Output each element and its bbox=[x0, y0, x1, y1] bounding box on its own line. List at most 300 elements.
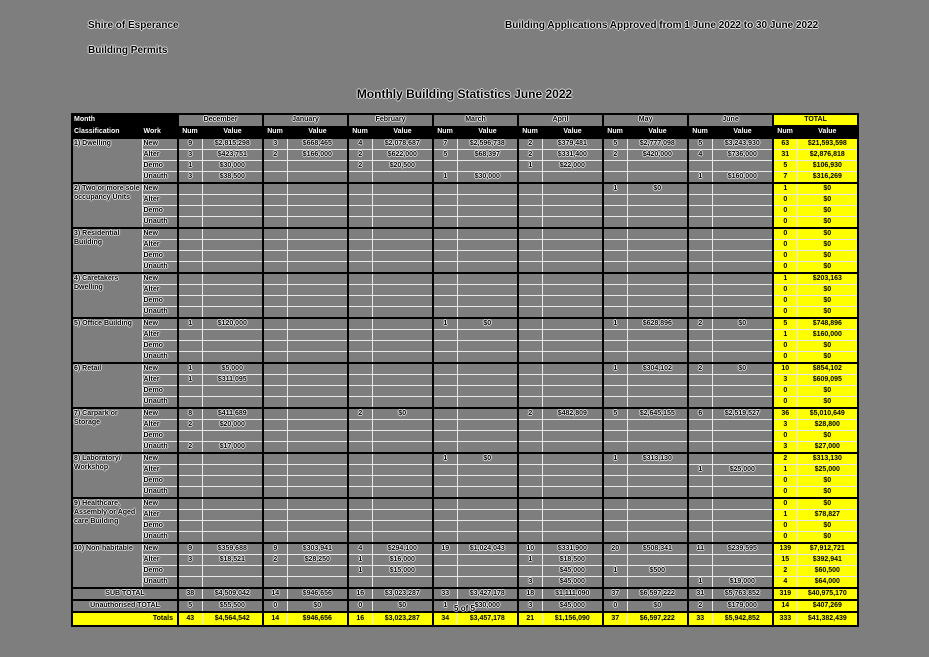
work-type-label: New bbox=[142, 138, 178, 150]
value-cell: $3,427,178 bbox=[457, 588, 518, 600]
value-cell bbox=[627, 161, 688, 172]
num-cell bbox=[178, 352, 202, 364]
value-cell: $609,095 bbox=[797, 375, 858, 386]
value-cell bbox=[287, 532, 348, 544]
value-cell bbox=[202, 453, 263, 465]
value-cell: $64,000 bbox=[797, 577, 858, 589]
num-cell bbox=[603, 217, 627, 229]
classification-block bbox=[72, 273, 858, 318]
approved-date-range: Building Applications Approved from 1 June 2022 to 30 June 2022 bbox=[505, 20, 819, 31]
num-cell bbox=[348, 498, 372, 510]
value-cell: $0 bbox=[797, 341, 858, 352]
value-cell bbox=[542, 195, 603, 206]
work-type-label: New bbox=[142, 228, 178, 240]
table-row bbox=[72, 577, 858, 589]
num-cell bbox=[518, 420, 542, 431]
value-cell bbox=[202, 307, 263, 319]
value-cell bbox=[372, 521, 433, 532]
table-row bbox=[72, 476, 858, 487]
num-cell bbox=[178, 431, 202, 442]
num-cell bbox=[263, 431, 287, 442]
value-cell: $30,000 bbox=[457, 600, 518, 612]
value-cell: $19,000 bbox=[712, 577, 773, 589]
value-cell bbox=[457, 408, 518, 420]
value-cell: $2,078,687 bbox=[372, 138, 433, 150]
value-cell bbox=[457, 251, 518, 262]
work-type-label: Unauth bbox=[142, 487, 178, 499]
num-cell bbox=[178, 285, 202, 296]
num-cell: 2 bbox=[773, 453, 797, 465]
num-cell bbox=[263, 341, 287, 352]
num-cell bbox=[688, 296, 712, 307]
num-cell bbox=[178, 465, 202, 476]
num-cell bbox=[433, 577, 457, 589]
num-cell bbox=[603, 420, 627, 431]
num-cell: 0 bbox=[773, 476, 797, 487]
value-cell bbox=[712, 251, 773, 262]
value-cell: $28,250 bbox=[287, 555, 348, 566]
num-cell bbox=[433, 195, 457, 206]
num-cell bbox=[348, 318, 372, 330]
num-cell bbox=[348, 453, 372, 465]
table-row bbox=[72, 273, 858, 285]
work-type-label: Unauth bbox=[142, 262, 178, 274]
num-cell bbox=[688, 498, 712, 510]
num-header: Num bbox=[263, 126, 287, 138]
num-cell bbox=[433, 532, 457, 544]
value-cell bbox=[712, 296, 773, 307]
value-cell bbox=[457, 521, 518, 532]
table-row bbox=[72, 465, 858, 476]
num-cell bbox=[688, 273, 712, 285]
num-cell: 21 bbox=[518, 612, 542, 626]
value-cell bbox=[712, 566, 773, 577]
value-cell bbox=[202, 330, 263, 341]
value-cell bbox=[627, 341, 688, 352]
num-cell bbox=[178, 476, 202, 487]
num-cell bbox=[348, 363, 372, 375]
num-cell: 9 bbox=[263, 543, 287, 555]
value-cell: $1,111,090 bbox=[542, 588, 603, 600]
value-cell: $106,930 bbox=[797, 161, 858, 172]
value-cell bbox=[287, 453, 348, 465]
value-cell: $27,000 bbox=[797, 442, 858, 454]
month-header: February bbox=[348, 114, 433, 126]
num-cell: 2 bbox=[263, 150, 287, 161]
value-cell: $0 bbox=[712, 363, 773, 375]
num-cell bbox=[348, 420, 372, 431]
value-cell bbox=[712, 476, 773, 487]
value-cell: $0 bbox=[797, 386, 858, 397]
value-cell: $18,521 bbox=[202, 555, 263, 566]
value-cell bbox=[542, 206, 603, 217]
num-header: Num bbox=[348, 126, 372, 138]
value-cell: $0 bbox=[797, 296, 858, 307]
num-cell bbox=[263, 487, 287, 499]
value-cell bbox=[542, 363, 603, 375]
num-cell bbox=[518, 375, 542, 386]
num-cell bbox=[433, 397, 457, 409]
num-cell bbox=[178, 577, 202, 589]
num-cell bbox=[518, 206, 542, 217]
value-cell bbox=[202, 285, 263, 296]
value-cell bbox=[287, 273, 348, 285]
value-cell: $0 bbox=[797, 228, 858, 240]
num-cell bbox=[348, 386, 372, 397]
num-cell bbox=[688, 442, 712, 454]
num-cell bbox=[518, 476, 542, 487]
table-row bbox=[72, 138, 858, 150]
num-cell: 7 bbox=[773, 172, 797, 184]
value-cell bbox=[542, 431, 603, 442]
num-cell bbox=[603, 206, 627, 217]
value-cell: $179,000 bbox=[712, 600, 773, 612]
value-cell bbox=[457, 420, 518, 431]
value-cell bbox=[542, 375, 603, 386]
table-row bbox=[72, 521, 858, 532]
value-cell: $120,000 bbox=[202, 318, 263, 330]
num-cell bbox=[263, 172, 287, 184]
num-cell: 3 bbox=[178, 555, 202, 566]
value-cell bbox=[712, 330, 773, 341]
num-cell bbox=[348, 487, 372, 499]
value-cell: $392,941 bbox=[797, 555, 858, 566]
num-cell: 2 bbox=[688, 318, 712, 330]
value-cell bbox=[542, 487, 603, 499]
work-type-label: New bbox=[142, 453, 178, 465]
num-cell: 19 bbox=[433, 543, 457, 555]
table-row bbox=[72, 352, 858, 364]
num-cell: 0 bbox=[773, 206, 797, 217]
work-type-label: Alter bbox=[142, 330, 178, 341]
num-cell bbox=[263, 363, 287, 375]
value-cell bbox=[457, 386, 518, 397]
num-cell bbox=[263, 397, 287, 409]
work-type-label: Unauth bbox=[142, 307, 178, 319]
value-cell bbox=[372, 465, 433, 476]
num-cell: 0 bbox=[773, 285, 797, 296]
value-cell bbox=[627, 521, 688, 532]
num-cell: 37 bbox=[603, 612, 627, 626]
num-cell bbox=[433, 217, 457, 229]
value-cell: $203,163 bbox=[797, 273, 858, 285]
value-cell bbox=[287, 476, 348, 487]
value-cell bbox=[202, 487, 263, 499]
value-cell: $748,896 bbox=[797, 318, 858, 330]
classification-label: 7) Carpark or Storage bbox=[72, 408, 142, 453]
num-cell bbox=[688, 487, 712, 499]
table-row bbox=[72, 543, 858, 555]
work-type-label: Demo bbox=[142, 296, 178, 307]
value-cell: $1,024,043 bbox=[457, 543, 518, 555]
num-cell bbox=[433, 375, 457, 386]
value-cell: $40,975,170 bbox=[797, 588, 858, 600]
work-type-label: New bbox=[142, 408, 178, 420]
num-cell: 2 bbox=[178, 420, 202, 431]
work-type-label: Alter bbox=[142, 150, 178, 161]
num-cell bbox=[688, 307, 712, 319]
value-cell bbox=[712, 352, 773, 364]
num-cell bbox=[178, 453, 202, 465]
work-type-label: New bbox=[142, 543, 178, 555]
num-cell bbox=[433, 183, 457, 195]
num-cell: 63 bbox=[773, 138, 797, 150]
value-cell: $0 bbox=[287, 600, 348, 612]
month-header: January bbox=[263, 114, 348, 126]
num-cell bbox=[518, 453, 542, 465]
value-cell: $0 bbox=[627, 600, 688, 612]
num-cell bbox=[518, 307, 542, 319]
value-cell: $17,000 bbox=[202, 442, 263, 454]
value-cell bbox=[287, 296, 348, 307]
num-cell: 1 bbox=[773, 465, 797, 476]
num-cell bbox=[688, 532, 712, 544]
num-cell bbox=[433, 251, 457, 262]
num-cell bbox=[518, 251, 542, 262]
table-row bbox=[72, 161, 858, 172]
num-cell bbox=[433, 273, 457, 285]
value-cell bbox=[712, 487, 773, 499]
num-cell: 10 bbox=[518, 543, 542, 555]
num-cell bbox=[178, 217, 202, 229]
value-cell bbox=[542, 476, 603, 487]
value-cell: $313,130 bbox=[627, 453, 688, 465]
value-cell bbox=[372, 262, 433, 274]
num-cell: 11 bbox=[688, 543, 712, 555]
value-cell bbox=[372, 476, 433, 487]
table-row bbox=[72, 330, 858, 341]
num-cell: 1 bbox=[178, 375, 202, 386]
num-cell bbox=[348, 465, 372, 476]
work-type-label: New bbox=[142, 183, 178, 195]
value-cell: $30,000 bbox=[202, 161, 263, 172]
value-cell bbox=[287, 172, 348, 184]
num-cell: 3 bbox=[518, 600, 542, 612]
num-cell: 1 bbox=[688, 465, 712, 476]
num-cell bbox=[688, 341, 712, 352]
work-type-label: Alter bbox=[142, 375, 178, 386]
num-cell bbox=[518, 498, 542, 510]
num-cell: 319 bbox=[773, 588, 797, 600]
num-cell bbox=[348, 206, 372, 217]
num-cell bbox=[433, 307, 457, 319]
classification-label: 10) Non-habitable bbox=[72, 543, 142, 588]
num-cell bbox=[348, 217, 372, 229]
value-cell bbox=[627, 420, 688, 431]
value-cell: $622,000 bbox=[372, 150, 433, 161]
value-cell bbox=[712, 510, 773, 521]
num-cell bbox=[603, 521, 627, 532]
value-cell: $18,500 bbox=[542, 555, 603, 566]
table-row bbox=[72, 318, 858, 330]
value-cell: $294,100 bbox=[372, 543, 433, 555]
num-cell bbox=[518, 386, 542, 397]
value-cell bbox=[287, 521, 348, 532]
value-cell bbox=[627, 352, 688, 364]
value-cell bbox=[712, 307, 773, 319]
classification-label: 6) Retail bbox=[72, 363, 142, 408]
value-cell: $41,382,439 bbox=[797, 612, 858, 626]
num-cell bbox=[178, 251, 202, 262]
num-cell: 1 bbox=[603, 318, 627, 330]
value-cell bbox=[457, 206, 518, 217]
value-cell bbox=[627, 397, 688, 409]
value-cell: $60,500 bbox=[797, 566, 858, 577]
value-cell bbox=[712, 161, 773, 172]
num-header: Num bbox=[433, 126, 457, 138]
table-row bbox=[72, 228, 858, 240]
subtotal-row bbox=[72, 588, 858, 600]
work-type-label: Demo bbox=[142, 431, 178, 442]
value-cell bbox=[627, 532, 688, 544]
value-cell bbox=[372, 363, 433, 375]
value-cell: $0 bbox=[627, 183, 688, 195]
num-cell bbox=[263, 228, 287, 240]
table-row bbox=[72, 453, 858, 465]
value-cell bbox=[457, 555, 518, 566]
value-cell bbox=[457, 476, 518, 487]
classification-header: Classification bbox=[72, 126, 142, 138]
classification-block bbox=[72, 183, 858, 228]
num-cell: 0 bbox=[773, 352, 797, 364]
num-cell: 5 bbox=[433, 150, 457, 161]
num-cell bbox=[688, 352, 712, 364]
num-cell: 0 bbox=[773, 521, 797, 532]
classification-block bbox=[72, 318, 858, 363]
num-cell bbox=[178, 510, 202, 521]
num-cell bbox=[263, 285, 287, 296]
work-type-label: Unauth bbox=[142, 397, 178, 409]
value-cell bbox=[627, 498, 688, 510]
value-cell bbox=[372, 251, 433, 262]
num-cell bbox=[518, 352, 542, 364]
num-cell bbox=[433, 352, 457, 364]
value-cell bbox=[542, 521, 603, 532]
value-cell: $0 bbox=[797, 240, 858, 251]
value-cell bbox=[202, 195, 263, 206]
value-header: Value bbox=[627, 126, 688, 138]
value-cell bbox=[712, 521, 773, 532]
num-cell bbox=[688, 521, 712, 532]
num-cell bbox=[178, 386, 202, 397]
value-cell bbox=[287, 352, 348, 364]
num-cell: 1 bbox=[773, 510, 797, 521]
num-cell: 1 bbox=[773, 273, 797, 285]
num-cell: 2 bbox=[688, 363, 712, 375]
num-cell bbox=[603, 555, 627, 566]
num-cell bbox=[688, 195, 712, 206]
value-cell bbox=[287, 183, 348, 195]
value-cell bbox=[542, 251, 603, 262]
num-cell: 2 bbox=[603, 150, 627, 161]
classification-block bbox=[72, 363, 858, 408]
value-cell bbox=[542, 420, 603, 431]
num-cell bbox=[603, 262, 627, 274]
num-cell bbox=[433, 408, 457, 420]
num-cell bbox=[603, 341, 627, 352]
value-cell bbox=[627, 510, 688, 521]
num-cell: 2 bbox=[263, 555, 287, 566]
value-cell bbox=[202, 476, 263, 487]
num-cell bbox=[433, 240, 457, 251]
value-cell: $668,465 bbox=[287, 138, 348, 150]
num-cell: 0 bbox=[773, 307, 797, 319]
classification-block bbox=[72, 408, 858, 453]
table-row bbox=[72, 532, 858, 544]
value-cell bbox=[712, 498, 773, 510]
value-cell bbox=[542, 183, 603, 195]
value-cell bbox=[457, 273, 518, 285]
value-cell: $946,656 bbox=[287, 612, 348, 626]
num-cell bbox=[518, 431, 542, 442]
value-cell bbox=[202, 251, 263, 262]
value-cell bbox=[542, 352, 603, 364]
month-header: TOTAL bbox=[773, 114, 858, 126]
num-cell bbox=[688, 555, 712, 566]
num-cell bbox=[433, 262, 457, 274]
num-cell: 37 bbox=[603, 588, 627, 600]
month-header: April bbox=[518, 114, 603, 126]
num-cell bbox=[263, 307, 287, 319]
classification-block bbox=[72, 228, 858, 273]
value-cell: $20,000 bbox=[202, 420, 263, 431]
num-cell bbox=[178, 262, 202, 274]
num-cell bbox=[178, 195, 202, 206]
num-cell bbox=[688, 375, 712, 386]
num-cell bbox=[263, 183, 287, 195]
value-cell: $0 bbox=[797, 487, 858, 499]
value-cell bbox=[542, 442, 603, 454]
value-cell: $160,000 bbox=[712, 172, 773, 184]
num-cell: 1 bbox=[603, 363, 627, 375]
num-cell bbox=[603, 296, 627, 307]
value-cell: $313,130 bbox=[797, 453, 858, 465]
num-cell: 1 bbox=[518, 555, 542, 566]
value-cell bbox=[627, 195, 688, 206]
num-cell: 34 bbox=[433, 612, 457, 626]
value-cell: $239,595 bbox=[712, 543, 773, 555]
value-cell bbox=[627, 476, 688, 487]
num-cell bbox=[263, 510, 287, 521]
value-cell: $45,000 bbox=[542, 577, 603, 589]
value-cell bbox=[712, 183, 773, 195]
value-cell bbox=[457, 465, 518, 476]
value-cell bbox=[542, 273, 603, 285]
value-cell bbox=[287, 285, 348, 296]
value-cell bbox=[202, 217, 263, 229]
value-cell bbox=[372, 510, 433, 521]
value-cell bbox=[457, 510, 518, 521]
num-cell bbox=[603, 285, 627, 296]
value-cell: $3,023,287 bbox=[372, 588, 433, 600]
num-cell bbox=[688, 161, 712, 172]
value-cell bbox=[712, 420, 773, 431]
num-cell: 2 bbox=[518, 150, 542, 161]
num-cell: 2 bbox=[348, 408, 372, 420]
value-cell: $0 bbox=[457, 318, 518, 330]
value-cell: $0 bbox=[457, 453, 518, 465]
value-cell bbox=[627, 296, 688, 307]
work-type-label: Demo bbox=[142, 521, 178, 532]
num-cell bbox=[263, 386, 287, 397]
value-cell bbox=[372, 296, 433, 307]
num-cell bbox=[518, 341, 542, 352]
value-cell: $25,000 bbox=[712, 465, 773, 476]
value-cell bbox=[202, 183, 263, 195]
num-cell bbox=[178, 498, 202, 510]
value-cell bbox=[457, 307, 518, 319]
value-cell: $2,815,298 bbox=[202, 138, 263, 150]
